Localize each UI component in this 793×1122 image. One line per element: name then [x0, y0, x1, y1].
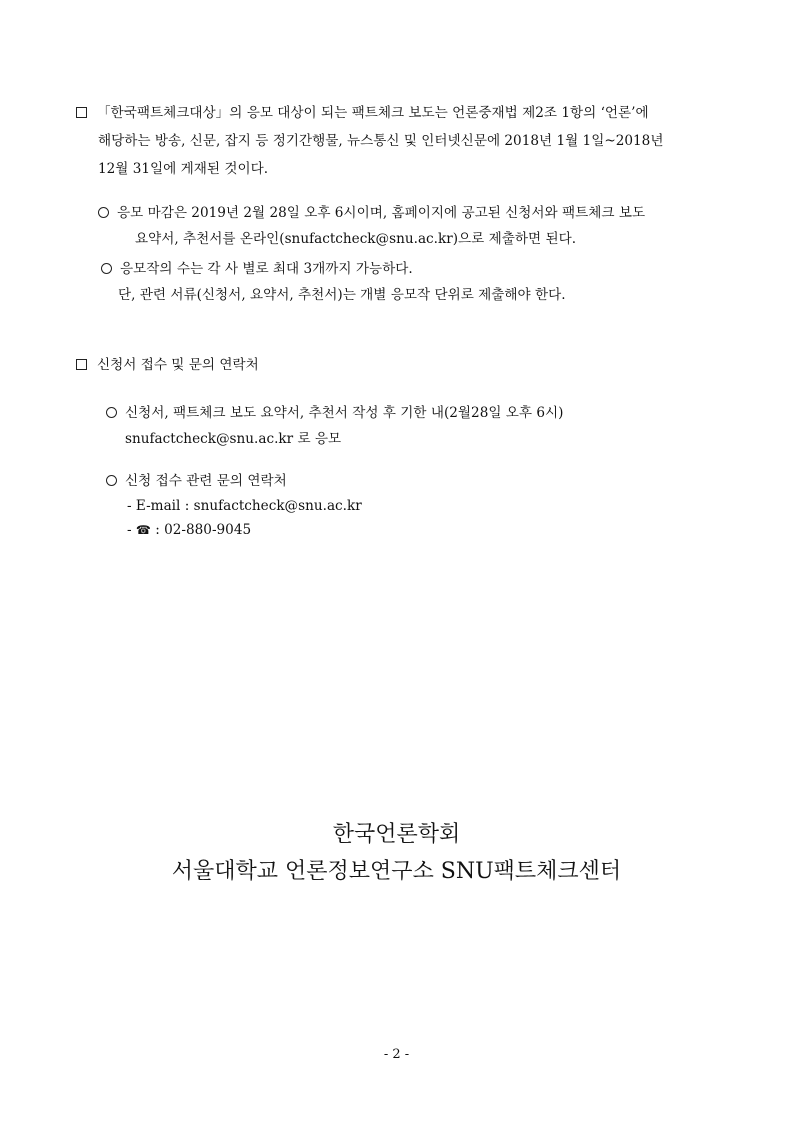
section1-bullet-1: 응모 마감은 2019년 2월 28일 오후 6시이며, 홈페이지에 공고된 신청서와 팩트체크 보도: [98, 204, 645, 222]
phone-icon: ☎: [135, 523, 151, 537]
contact-phone: - ☎ : 02-880-9045: [127, 522, 252, 538]
section2-title: 신청서 접수 및 문의 연락처: [76, 356, 259, 374]
circle-bullet-icon: [106, 475, 117, 486]
section2-bullet-2: 신청 접수 관련 문의 연락처: [106, 472, 287, 490]
section1-bullet-2-cont: 단, 관련 서류(신청서, 요약서, 추천서)는 개별 응모작 단위로 제출해야 한다.: [118, 287, 566, 303]
signature-org-2: 서울대학교 언론정보연구소 SNU팩트체크센터: [171, 859, 622, 884]
section1-line-3: 12월 31일에 게재된 것이다.: [98, 161, 269, 177]
checkbox-square-icon: [76, 107, 87, 118]
checkbox-square-icon: [76, 359, 87, 370]
contact-email: - E-mail : snufactcheck@snu.ac.kr: [127, 498, 362, 514]
circle-bullet-icon: [101, 263, 112, 274]
section1-line-2: 해당하는 방송, 신문, 잡지 등 정기간행물, 뉴스통신 및 인터넷신문에 2018년 1월 1일~2018년: [98, 133, 664, 149]
circle-bullet-icon: [106, 407, 117, 418]
section1-text-1: 「한국팩트체크대상」의 응모 대상이 되는 팩트체크 보도는 언론중재법 제2조 1항의 ‘언론’에: [97, 105, 649, 121]
signature-org-1: 한국언론학회: [332, 822, 461, 847]
page-number: - 2 -: [383, 1047, 410, 1062]
section2-bullet-1-cont: snufactcheck@snu.ac.kr 로 응모: [125, 431, 342, 447]
circle-bullet-icon: [98, 207, 109, 218]
section1-line-1: [76, 104, 649, 122]
section1-bullet-2: 응모작의 수는 각 사 별로 최대 3개까지 가능하다.: [101, 260, 413, 278]
section2-bullet-1: 신청서, 팩트체크 보도 요약서, 추천서 작성 후 기한 내(2월28일 오후 6시): [106, 404, 563, 422]
section1-bullet-1-cont: 요약서, 추천서를 온라인(snufactcheck@snu.ac.kr)으로 제출하면 된다.: [135, 231, 577, 247]
